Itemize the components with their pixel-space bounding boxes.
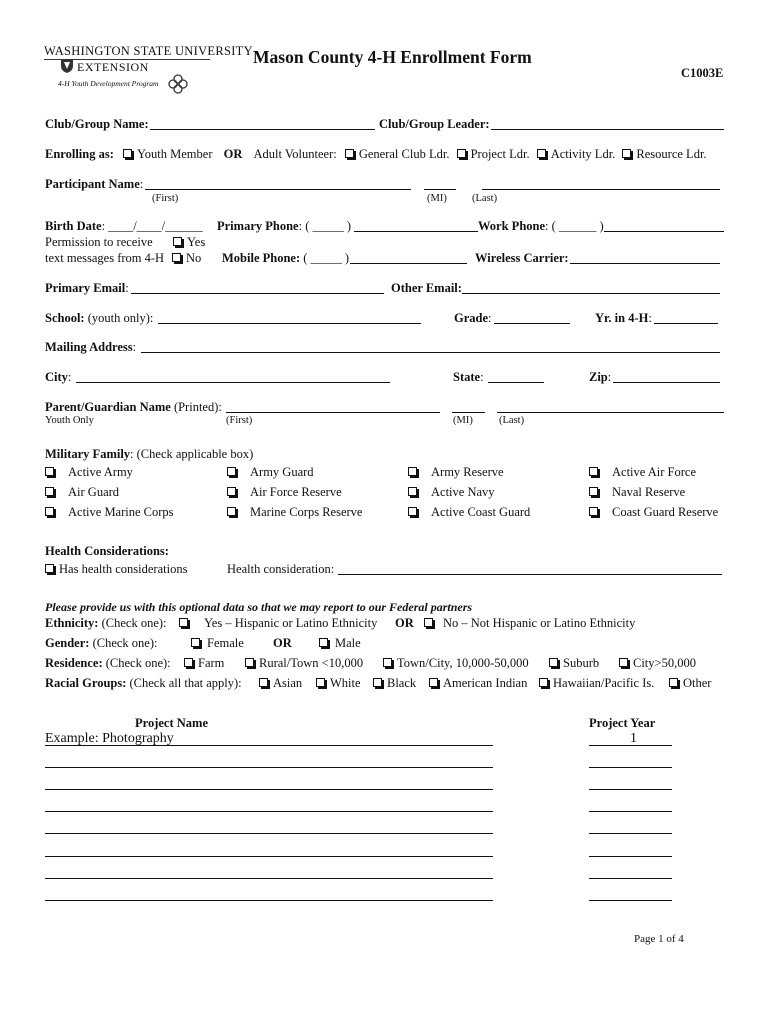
town-label: Town/City, 10,000-50,000 bbox=[397, 656, 529, 670]
form-title: Mason County 4-H Enrollment Form bbox=[253, 47, 532, 67]
checkbox-icon[interactable] bbox=[408, 467, 417, 476]
project-year-field[interactable] bbox=[589, 878, 672, 879]
project-year-field[interactable] bbox=[589, 789, 672, 790]
primary-email: Primary Email: bbox=[45, 281, 129, 295]
city-label: City bbox=[45, 370, 68, 384]
parent-youth-only: Youth Only bbox=[45, 415, 94, 426]
military-option-label: Active Marine Corps bbox=[68, 505, 174, 519]
military-family bbox=[45, 447, 253, 462]
military-family-note: : (Check applicable box) bbox=[130, 447, 254, 461]
military-option[interactable] bbox=[227, 485, 342, 500]
military-option-label: Coast Guard Reserve bbox=[612, 505, 719, 519]
mailing-address-label: Mailing Address bbox=[45, 340, 133, 354]
ethnicity-or: OR bbox=[395, 616, 414, 630]
youth-member-option[interactable] bbox=[123, 147, 212, 161]
birth-date-label: Birth Date bbox=[45, 219, 102, 233]
military-option[interactable] bbox=[408, 485, 495, 500]
resource-leader-option[interactable] bbox=[622, 147, 706, 161]
project-year-field[interactable] bbox=[589, 811, 672, 812]
checkbox-icon[interactable] bbox=[45, 467, 54, 476]
health-consideration-field[interactable] bbox=[338, 574, 722, 575]
checkbox-icon[interactable] bbox=[589, 467, 598, 476]
participant-colon: : bbox=[139, 177, 144, 191]
years-in-4h: Yr. in 4-H: bbox=[595, 311, 652, 325]
has-health-considerations-label: Has health considerations bbox=[59, 562, 188, 576]
project-name-field[interactable] bbox=[45, 767, 493, 768]
project-name-field[interactable] bbox=[45, 833, 493, 834]
participant-mi-field[interactable] bbox=[424, 189, 456, 190]
grade: Grade: bbox=[454, 311, 492, 325]
parent-first-field[interactable] bbox=[226, 412, 440, 413]
parent-last-field[interactable] bbox=[497, 412, 724, 413]
state-field[interactable] bbox=[488, 382, 544, 383]
checkbox-icon[interactable] bbox=[537, 149, 546, 158]
parent-guardian bbox=[45, 400, 222, 415]
male-label: Male bbox=[335, 636, 361, 650]
gender-row bbox=[45, 636, 157, 651]
white-option[interactable] bbox=[316, 676, 361, 691]
project-leader-option[interactable] bbox=[457, 147, 530, 161]
checkbox-icon[interactable] bbox=[191, 638, 200, 647]
ethnicity-label: Ethnicity: bbox=[45, 616, 99, 630]
work-phone-area: : ( ______ ) bbox=[545, 219, 604, 233]
participant-first-caption: (First) bbox=[152, 193, 179, 204]
male-option[interactable] bbox=[319, 636, 361, 651]
gender-or: OR bbox=[273, 636, 292, 650]
military-option-label: Marine Corps Reserve bbox=[250, 505, 363, 519]
school-label: School: bbox=[45, 311, 85, 325]
checkbox-icon[interactable] bbox=[227, 467, 236, 476]
female-option[interactable] bbox=[191, 636, 244, 651]
club-leader-field[interactable] bbox=[491, 129, 724, 130]
residence-row bbox=[45, 656, 171, 671]
parent-first-caption: (First) bbox=[226, 415, 253, 426]
military-option[interactable] bbox=[45, 465, 133, 480]
racial-groups-label: Racial Groups: bbox=[45, 676, 127, 690]
checkbox-icon[interactable] bbox=[45, 507, 54, 516]
town-option[interactable] bbox=[383, 656, 529, 671]
project-name-field[interactable] bbox=[45, 789, 493, 790]
page-number: Page 1 of 4 bbox=[634, 933, 684, 945]
project-year-header: Project Year bbox=[589, 716, 656, 730]
activity-leader-option[interactable] bbox=[537, 147, 616, 161]
checkbox-icon[interactable] bbox=[179, 618, 188, 627]
text-permission-line2: text messages from 4-H bbox=[45, 251, 165, 265]
health-consideration-label: Health consideration: bbox=[227, 562, 335, 576]
text-permission-yes-label: Yes bbox=[187, 235, 206, 249]
checkbox-icon[interactable] bbox=[408, 487, 417, 496]
military-option-label: Army Guard bbox=[250, 465, 314, 479]
city-field[interactable] bbox=[76, 382, 390, 383]
checkbox-icon[interactable] bbox=[259, 678, 268, 687]
military-option[interactable] bbox=[45, 485, 119, 500]
other-race-label: Other bbox=[683, 676, 712, 690]
project-example-year-line bbox=[589, 745, 672, 746]
checkbox-icon[interactable] bbox=[589, 507, 598, 516]
military-option[interactable] bbox=[589, 465, 696, 480]
military-option[interactable] bbox=[589, 505, 718, 520]
enrolling-label: Enrolling as: bbox=[45, 147, 114, 161]
primary-phone-label: Primary Phone bbox=[217, 219, 299, 233]
health-considerations-label: Health Considerations: bbox=[45, 544, 169, 558]
suburb-option[interactable] bbox=[549, 656, 599, 671]
rural-label: Rural/Town <10,000 bbox=[259, 656, 364, 670]
project-year-field[interactable] bbox=[589, 767, 672, 768]
logo-program-text: 4-H Youth Development Program bbox=[58, 79, 159, 88]
military-option[interactable] bbox=[589, 485, 685, 500]
wireless-carrier-field[interactable] bbox=[570, 263, 720, 264]
checkbox-icon[interactable] bbox=[173, 237, 182, 246]
checkbox-icon[interactable] bbox=[227, 507, 236, 516]
mailing-address-field[interactable] bbox=[141, 352, 720, 353]
general-club-leader-label: General Club Ldr. bbox=[358, 147, 450, 161]
asian-label: Asian bbox=[273, 676, 303, 690]
adult-volunteer-label: Adult Volunteer: bbox=[253, 147, 337, 161]
project-year-field[interactable] bbox=[589, 900, 672, 901]
military-option-label: Active Navy bbox=[431, 485, 495, 499]
text-permission-yes[interactable] bbox=[173, 235, 205, 250]
ethnicity-check-one: (Check one): bbox=[101, 616, 167, 630]
activity-leader-label: Activity Ldr. bbox=[550, 147, 616, 161]
school-field[interactable] bbox=[158, 323, 421, 324]
hawaiian-option[interactable] bbox=[539, 676, 654, 691]
project-year-field[interactable] bbox=[589, 833, 672, 834]
military-option[interactable] bbox=[408, 505, 530, 520]
project-name-field[interactable] bbox=[45, 856, 493, 857]
black-option[interactable] bbox=[373, 676, 416, 691]
hawaiian-label: Hawaiian/Pacific Is. bbox=[553, 676, 655, 690]
project-example-line bbox=[45, 745, 493, 746]
primary-email-field[interactable] bbox=[131, 293, 384, 294]
years-in-4h-label: Yr. in 4-H bbox=[595, 311, 649, 325]
residence-check-one: (Check one): bbox=[105, 656, 171, 670]
zip-label: Zip bbox=[589, 370, 608, 384]
checkbox-icon[interactable] bbox=[227, 487, 236, 496]
enrolling-row bbox=[45, 147, 707, 162]
asian-option[interactable] bbox=[259, 676, 302, 691]
military-option[interactable] bbox=[227, 505, 362, 520]
checkbox-icon[interactable] bbox=[408, 507, 417, 516]
work-phone bbox=[478, 219, 604, 234]
logo-university-text: WASHINGTON STATE UNIVERSITY bbox=[44, 44, 253, 58]
text-permission-line1: Permission to receive bbox=[45, 235, 153, 249]
hispanic-label: Yes – Hispanic or Latino Ethnicity bbox=[204, 616, 378, 630]
checkbox-icon[interactable] bbox=[669, 678, 678, 687]
military-option[interactable] bbox=[408, 465, 504, 480]
mobile-phone bbox=[222, 251, 349, 266]
farm-option[interactable] bbox=[184, 656, 224, 671]
black-label: Black bbox=[387, 676, 417, 690]
checkbox-icon[interactable] bbox=[383, 658, 392, 667]
enrolling-or: OR bbox=[223, 147, 243, 161]
grade-field[interactable] bbox=[494, 323, 570, 324]
youth-member-label: Youth Member bbox=[137, 147, 213, 161]
checkbox-icon[interactable] bbox=[319, 638, 328, 647]
checkbox-icon[interactable] bbox=[429, 678, 438, 687]
years-in-4h-field[interactable] bbox=[654, 323, 718, 324]
mobile-phone-area: ( _____ ) bbox=[303, 251, 350, 265]
farm-label: Farm bbox=[198, 656, 225, 670]
military-family-label: Military Family bbox=[45, 447, 131, 461]
general-club-leader-option[interactable] bbox=[345, 147, 450, 161]
project-name-field[interactable] bbox=[45, 878, 493, 879]
checkbox-icon[interactable] bbox=[549, 658, 558, 667]
checkbox-icon[interactable] bbox=[245, 658, 254, 667]
checkbox-icon[interactable] bbox=[457, 149, 466, 158]
military-option[interactable] bbox=[227, 465, 314, 480]
military-option-label: Army Reserve bbox=[431, 465, 504, 479]
grade-label: Grade bbox=[454, 311, 489, 325]
hispanic-option[interactable] bbox=[179, 616, 377, 631]
primary-email-label: Primary Email bbox=[45, 281, 126, 295]
club-name-field[interactable] bbox=[150, 129, 375, 130]
other-email-label: Other Email: bbox=[391, 281, 462, 295]
checkbox-icon[interactable] bbox=[345, 149, 354, 158]
state: State: bbox=[453, 370, 484, 384]
checkbox-icon[interactable] bbox=[45, 564, 54, 573]
birth-date-blanks: : ____/____/______ bbox=[101, 219, 203, 233]
other-race-option[interactable] bbox=[669, 676, 711, 691]
racial-row bbox=[45, 676, 242, 691]
rural-option[interactable] bbox=[245, 656, 363, 671]
project-example-year: 1 bbox=[630, 731, 637, 746]
has-health-considerations-option[interactable] bbox=[45, 562, 187, 577]
gender-label: Gender: bbox=[45, 636, 90, 650]
military-option-label: Active Army bbox=[68, 465, 133, 479]
parent-printed: (Printed): bbox=[173, 400, 222, 414]
club-leader-label: Club/Group Leader: bbox=[379, 117, 490, 131]
project-name-header: Project Name bbox=[135, 716, 208, 730]
federal-note: Please provide us with this optional data so that we may report to our Federal partners bbox=[45, 600, 473, 614]
checkbox-icon[interactable] bbox=[622, 149, 631, 158]
primary-phone bbox=[217, 219, 351, 234]
birth-date[interactable] bbox=[45, 219, 203, 234]
school-youth-only: (youth only): bbox=[87, 311, 154, 325]
checkbox-icon[interactable] bbox=[424, 618, 433, 627]
club-name-label: Club/Group Name: bbox=[45, 117, 149, 131]
state-label: State bbox=[453, 370, 481, 384]
checkbox-icon[interactable] bbox=[172, 253, 181, 262]
residence-label: Residence: bbox=[45, 656, 103, 670]
work-phone-field[interactable] bbox=[604, 231, 724, 232]
wireless-carrier-label: Wireless Carrier: bbox=[475, 251, 569, 265]
female-label: Female bbox=[207, 636, 244, 650]
primary-phone-area: : ( _____ ) bbox=[298, 219, 352, 233]
military-option[interactable] bbox=[45, 505, 174, 520]
checkbox-icon[interactable] bbox=[45, 487, 54, 496]
racial-check-all: (Check all that apply): bbox=[129, 676, 242, 690]
white-label: White bbox=[330, 676, 361, 690]
military-option-label: Active Air Force bbox=[612, 465, 697, 479]
military-option-label: Air Force Reserve bbox=[250, 485, 342, 499]
mobile-phone-label: Mobile Phone: bbox=[222, 251, 301, 265]
text-permission-no[interactable] bbox=[172, 251, 201, 266]
project-leader-label: Project Ldr. bbox=[470, 147, 530, 161]
suburb-label: Suburb bbox=[563, 656, 600, 670]
city: City: bbox=[45, 370, 72, 384]
checkbox-icon[interactable] bbox=[316, 678, 325, 687]
participant-first-field[interactable] bbox=[145, 189, 411, 190]
checkbox-icon[interactable] bbox=[589, 487, 598, 496]
checkbox-icon[interactable] bbox=[619, 658, 628, 667]
school bbox=[45, 311, 153, 326]
city-residence-option[interactable] bbox=[619, 656, 696, 671]
checkbox-icon[interactable] bbox=[184, 658, 193, 667]
checkbox-icon[interactable] bbox=[373, 678, 382, 687]
text-permission-no-label: No bbox=[186, 251, 202, 265]
form-code: C1003E bbox=[681, 66, 724, 80]
project-name-field[interactable] bbox=[45, 900, 493, 901]
clover-icon bbox=[168, 74, 188, 98]
not-hispanic-label: No – Not Hispanic or Latino Ethnicity bbox=[443, 616, 636, 630]
participant-label-text: Participant Name bbox=[45, 177, 140, 191]
other-email-field[interactable] bbox=[462, 293, 720, 294]
mailing-address: Mailing Address: bbox=[45, 340, 137, 354]
participant-name-label bbox=[45, 177, 143, 192]
work-phone-label: Work Phone bbox=[478, 219, 546, 233]
parent-mi-field[interactable] bbox=[452, 412, 485, 413]
military-option-label: Naval Reserve bbox=[612, 485, 686, 499]
not-hispanic-option[interactable] bbox=[424, 616, 635, 631]
participant-last-caption: (Last) bbox=[472, 193, 498, 204]
zip-field[interactable] bbox=[613, 382, 720, 383]
participant-mi-caption: (MI) bbox=[427, 193, 447, 204]
parent-guardian-label: Parent/Guardian Name bbox=[45, 400, 171, 414]
project-name-field[interactable] bbox=[45, 811, 493, 812]
american-indian-option[interactable] bbox=[429, 676, 527, 691]
participant-last-field[interactable] bbox=[482, 189, 720, 190]
parent-mi-caption: (MI) bbox=[453, 415, 473, 426]
primary-phone-field[interactable] bbox=[354, 231, 478, 232]
american-indian-label: American Indian bbox=[443, 676, 528, 690]
checkbox-icon[interactable] bbox=[539, 678, 548, 687]
gender-check-one: (Check one): bbox=[92, 636, 158, 650]
project-year-field[interactable] bbox=[589, 856, 672, 857]
resource-leader-label: Resource Ldr. bbox=[636, 147, 707, 161]
project-example: Example: Photography bbox=[45, 731, 174, 746]
ethnicity-row bbox=[45, 616, 167, 631]
wsu-logo bbox=[44, 44, 253, 94]
checkbox-icon[interactable] bbox=[123, 149, 132, 158]
city-residence-label: City>50,000 bbox=[633, 656, 696, 670]
military-option-label: Air Guard bbox=[68, 485, 120, 499]
logo-extension-text: EXTENSION bbox=[77, 60, 149, 74]
parent-last-caption: (Last) bbox=[499, 415, 525, 426]
military-option-label: Active Coast Guard bbox=[431, 505, 531, 519]
mobile-phone-field[interactable] bbox=[350, 263, 467, 264]
zip: Zip: bbox=[589, 370, 612, 384]
wsu-shield-icon bbox=[60, 58, 74, 78]
